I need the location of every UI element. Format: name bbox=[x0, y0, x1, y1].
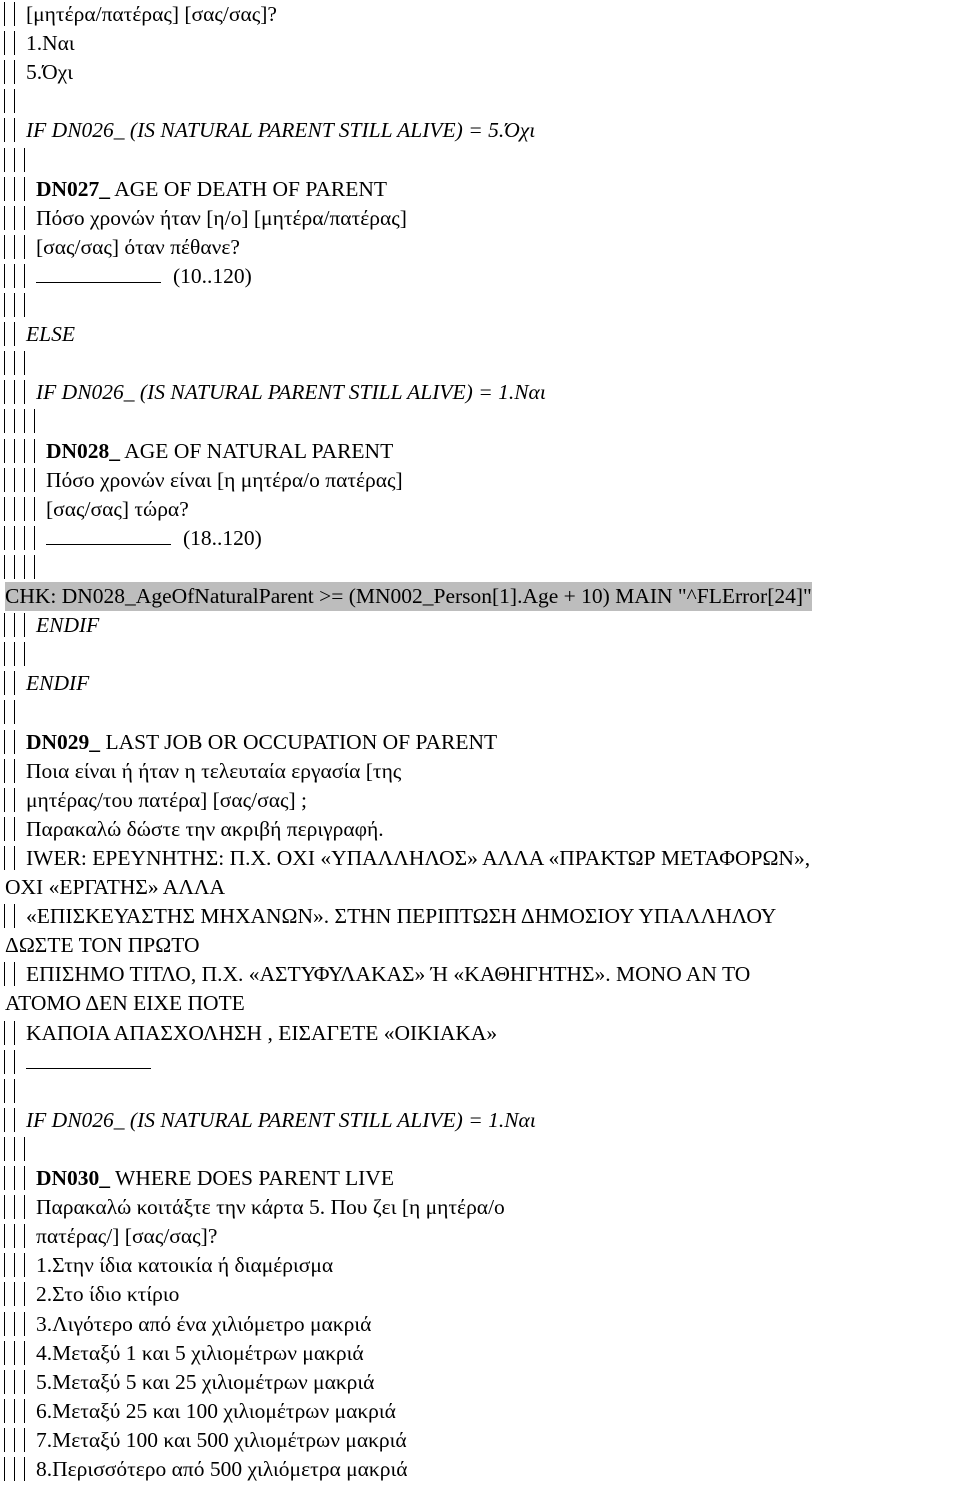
line-text bbox=[26, 29, 75, 58]
line-text bbox=[26, 669, 89, 698]
document-line bbox=[0, 87, 960, 116]
indent-bar bbox=[24, 1370, 25, 1394]
question-id: DN029_ bbox=[26, 729, 101, 754]
text-run: μητέρας/του πατέρα] [σας/σας] ; bbox=[26, 787, 308, 812]
line-text bbox=[26, 0, 277, 29]
document-line bbox=[0, 466, 960, 495]
document-line bbox=[0, 902, 960, 931]
text-run: πατέρας/] [σας/σας]? bbox=[36, 1224, 218, 1249]
document-line bbox=[0, 1397, 960, 1426]
line-text bbox=[36, 1280, 179, 1309]
indent-bar bbox=[14, 1195, 15, 1219]
indent-bar bbox=[24, 206, 25, 230]
indent-bar bbox=[24, 148, 25, 172]
document-line bbox=[0, 262, 960, 291]
indent-bar bbox=[4, 700, 5, 724]
indent-bar bbox=[14, 817, 15, 841]
indent-bar bbox=[14, 555, 15, 579]
indent-bar bbox=[14, 89, 15, 113]
indent-bar bbox=[14, 613, 15, 637]
text-run: 5.Μεταξύ 5 και 25 χιλιομέτρων μακριά bbox=[36, 1369, 375, 1394]
line-text bbox=[26, 815, 384, 844]
document-line bbox=[0, 1251, 960, 1280]
document-line bbox=[0, 1339, 960, 1368]
indent-bar bbox=[14, 1457, 15, 1481]
text-run: ΑΤΟΜΟ ΔΕΝ ΕΙΧΕ ΠΟΤΕ bbox=[5, 991, 245, 1016]
indent-bar bbox=[24, 177, 25, 201]
indent-bar bbox=[4, 31, 5, 55]
indent-bar bbox=[4, 526, 5, 550]
indent-bar bbox=[4, 439, 5, 463]
indent-bar bbox=[14, 497, 15, 521]
indent-bar bbox=[14, 1341, 15, 1365]
indent-bar bbox=[24, 1428, 25, 1452]
document-line bbox=[0, 1368, 960, 1397]
document-line bbox=[0, 1193, 960, 1222]
document-line bbox=[0, 728, 960, 757]
indent-bar bbox=[4, 235, 5, 259]
indent-bar bbox=[4, 1108, 5, 1132]
indent-bar bbox=[14, 1021, 15, 1045]
line-text bbox=[36, 611, 99, 640]
answer-blank-field[interactable] bbox=[46, 524, 171, 545]
document-line bbox=[0, 640, 960, 669]
indent-bar bbox=[4, 1166, 5, 1190]
line-text bbox=[36, 175, 387, 204]
line-text bbox=[36, 1455, 408, 1484]
document-line bbox=[0, 1310, 960, 1339]
text-run: [μητέρα/πατέρας] [σας/σας]? bbox=[26, 2, 277, 26]
line-text bbox=[36, 1397, 396, 1426]
routing-text: ENDIF bbox=[36, 613, 100, 638]
text-run: LAST JOB OR OCCUPATION OF PARENT bbox=[100, 729, 498, 754]
indent-bar bbox=[24, 380, 25, 404]
indent-bar bbox=[4, 1312, 5, 1336]
indent-bar bbox=[4, 1079, 5, 1103]
line-text bbox=[26, 1106, 536, 1135]
line-text bbox=[26, 1019, 497, 1048]
routing-text: IF DN026_ (IS NATURAL PARENT STILL ALIVE) = 1.Ναι bbox=[36, 380, 546, 405]
indent-bar bbox=[14, 293, 15, 317]
indent-bar bbox=[14, 1282, 15, 1306]
indent-bar bbox=[14, 118, 15, 142]
indent-bar bbox=[4, 671, 5, 695]
indent-bar bbox=[14, 60, 15, 84]
indent-bar bbox=[4, 206, 5, 230]
indent-bar bbox=[14, 671, 15, 695]
indent-bar bbox=[34, 409, 35, 433]
indent-bar bbox=[24, 1224, 25, 1248]
line-text bbox=[36, 378, 546, 407]
indent-bar bbox=[4, 351, 5, 375]
indent-bar bbox=[14, 1399, 15, 1423]
text-run: CHK: DN028_AgeOfNaturalParent >= (MN002_Person[1].Age + 10) MAIN "^FLError[24]" bbox=[5, 584, 812, 608]
line-text bbox=[46, 495, 189, 524]
text-run: (10..120) bbox=[173, 263, 252, 288]
indent-bar bbox=[14, 1224, 15, 1248]
indent-bar bbox=[14, 264, 15, 288]
indent-bar bbox=[14, 2, 15, 26]
indent-bar bbox=[24, 351, 25, 375]
indent-bar bbox=[4, 555, 5, 579]
indent-bar bbox=[4, 788, 5, 812]
indent-bar bbox=[4, 1050, 5, 1074]
indent-bar bbox=[24, 1282, 25, 1306]
document-line bbox=[0, 1280, 960, 1309]
document-line bbox=[0, 29, 960, 58]
text-run: Ποια είναι ή ήταν η τελευταία εργασία [της bbox=[26, 758, 402, 783]
indent-bar bbox=[4, 1137, 5, 1161]
line-text bbox=[36, 1193, 505, 1222]
indent-bar bbox=[4, 846, 5, 870]
indent-bar bbox=[24, 1253, 25, 1277]
indent-bar bbox=[24, 439, 25, 463]
document-line bbox=[0, 1106, 960, 1135]
indent-bar bbox=[4, 1253, 5, 1277]
indent-bar bbox=[24, 264, 25, 288]
indent-bar bbox=[34, 468, 35, 492]
indent-bar bbox=[24, 1399, 25, 1423]
line-text bbox=[36, 1222, 217, 1251]
indent-bar bbox=[14, 1166, 15, 1190]
document-line bbox=[0, 116, 960, 145]
text-run: Πόσο χρονών ήταν [η/ο] [μητέρα/πατέρας] bbox=[36, 205, 407, 230]
text-run: 3.Λιγότερο από ένα χιλιόμετρο μακριά bbox=[36, 1311, 372, 1336]
indent-bar bbox=[24, 1166, 25, 1190]
indent-bar bbox=[14, 642, 15, 666]
text-run: 6.Μεταξύ 25 και 100 χιλιομέτρων μακριά bbox=[36, 1398, 396, 1423]
indent-bar bbox=[14, 380, 15, 404]
indent-bar bbox=[14, 526, 15, 550]
indent-bar bbox=[14, 206, 15, 230]
document-line bbox=[0, 233, 960, 262]
indent-bar bbox=[4, 148, 5, 172]
indent-bar bbox=[4, 642, 5, 666]
document-line bbox=[0, 786, 960, 815]
line-text bbox=[36, 1164, 394, 1193]
indent-bar bbox=[14, 468, 15, 492]
text-run: [σας/σας] τώρα? bbox=[46, 496, 189, 521]
indent-bar bbox=[14, 1137, 15, 1161]
text-run: 4.Μεταξύ 1 και 5 χιλιομέτρων μακριά bbox=[36, 1340, 364, 1365]
line-text bbox=[26, 844, 810, 873]
indent-bar bbox=[4, 409, 5, 433]
document-line bbox=[0, 1019, 960, 1048]
indent-bar bbox=[14, 31, 15, 55]
line-text bbox=[26, 1048, 163, 1077]
text-run: ΟΧΙ «ΕΡΓΑΤΗΣ» ΑΛΛΑ bbox=[5, 875, 226, 899]
indent-bar bbox=[14, 1370, 15, 1394]
indent-bar bbox=[14, 759, 15, 783]
text-run: 7.Μεταξύ 100 και 500 χιλιομέτρων μακριά bbox=[36, 1427, 407, 1452]
indent-bar bbox=[4, 118, 5, 142]
line-text bbox=[5, 873, 225, 902]
indent-bar bbox=[14, 235, 15, 259]
routing-text: IF DN026_ (IS NATURAL PARENT STILL ALIVE) = 5.Όχι bbox=[26, 118, 536, 143]
line-text bbox=[26, 728, 497, 757]
indent-bar bbox=[14, 700, 15, 724]
indent-bar bbox=[4, 322, 5, 346]
line-text bbox=[36, 204, 407, 233]
indent-bar bbox=[34, 526, 35, 550]
indent-bar bbox=[4, 293, 5, 317]
indent-bar bbox=[24, 497, 25, 521]
indent-bar bbox=[4, 1195, 5, 1219]
line-text bbox=[36, 1368, 374, 1397]
indent-bar bbox=[4, 89, 5, 113]
text-run: 8.Περισσότερο από 500 χιλιόμετρα μακριά bbox=[36, 1457, 408, 1481]
indent-bar bbox=[24, 468, 25, 492]
line-text bbox=[46, 524, 262, 553]
text-run: 5.Όχι bbox=[26, 60, 73, 85]
text-run: (18..120) bbox=[183, 525, 262, 550]
indent-bar bbox=[4, 1370, 5, 1394]
text-run: Παρακαλώ δώστε την ακριβή περιγραφή. bbox=[26, 816, 384, 841]
indent-bar bbox=[14, 322, 15, 346]
line-text bbox=[26, 320, 75, 349]
text-run: 2.Στο ίδιο κτίριο bbox=[36, 1282, 180, 1307]
routing-text: ENDIF bbox=[26, 671, 90, 696]
line-text bbox=[46, 437, 393, 466]
document-line bbox=[0, 873, 960, 902]
indent-bar bbox=[14, 730, 15, 754]
text-run: Πόσο χρονών είναι [η μητέρα/ο πατέρας] bbox=[46, 467, 403, 492]
document-line bbox=[0, 378, 960, 407]
indent-bar bbox=[4, 1399, 5, 1423]
indent-bar bbox=[4, 730, 5, 754]
document-line bbox=[0, 698, 960, 727]
indent-bar bbox=[24, 235, 25, 259]
indent-bar bbox=[24, 613, 25, 637]
indent-bar bbox=[4, 962, 5, 986]
document-line bbox=[0, 989, 960, 1018]
indent-bar bbox=[4, 60, 5, 84]
text-run: ΚΑΠΟΙΑ ΑΠΑΣΧΟΛΗΣΗ , ΕΙΣΑΓΕΤΕ «ΟΙΚΙΑΚΑ» bbox=[26, 1020, 498, 1045]
document-line bbox=[0, 175, 960, 204]
indent-bar bbox=[4, 1428, 5, 1452]
indent-bar bbox=[4, 817, 5, 841]
text-run: 1.Ναι bbox=[26, 31, 75, 56]
indent-bar bbox=[14, 1079, 15, 1103]
line-text bbox=[26, 960, 750, 989]
indent-bar bbox=[14, 1253, 15, 1277]
document-line bbox=[0, 815, 960, 844]
indent-bar bbox=[24, 293, 25, 317]
document-line bbox=[0, 495, 960, 524]
question-id: DN030_ bbox=[36, 1166, 111, 1190]
text-run: AGE OF NATURAL PARENT bbox=[120, 438, 394, 463]
indent-bar bbox=[4, 1021, 5, 1045]
document-line bbox=[0, 844, 960, 873]
document-line bbox=[0, 146, 960, 175]
answer-blank-field[interactable] bbox=[26, 1048, 151, 1069]
indent-bar bbox=[24, 409, 25, 433]
line-text bbox=[5, 989, 245, 1018]
line-text bbox=[36, 233, 240, 262]
text-run: ΕΠΙΣΗΜΟ ΤΙΤΛΟ, Π.Χ. «ΑΣΤΥΦΥΛΑΚΑΣ» Ή «ΚΑΘΗΓΗΤΗΣ». ΜΟΝΟ ΑΝ ΤΟ bbox=[26, 962, 751, 987]
indent-bar bbox=[14, 846, 15, 870]
indent-bar bbox=[24, 526, 25, 550]
document-line bbox=[0, 204, 960, 233]
document-line bbox=[0, 1077, 960, 1106]
line-text bbox=[36, 1339, 364, 1368]
text-run: Παρακαλώ κοιτάξτε την κάρτα 5. Που ζει [η μητέρα/ο bbox=[36, 1195, 505, 1220]
document-line bbox=[0, 0, 960, 29]
indent-bar bbox=[4, 468, 5, 492]
check-rule-text bbox=[5, 582, 812, 611]
document-line bbox=[0, 1048, 960, 1077]
indent-bar bbox=[4, 497, 5, 521]
indent-bar bbox=[34, 497, 35, 521]
answer-blank-field[interactable] bbox=[36, 262, 161, 283]
line-text bbox=[36, 1426, 407, 1455]
indent-bar bbox=[4, 264, 5, 288]
text-run: IWER: ΕΡΕΥΝΗΤΗΣ: Π.Χ. ΟΧΙ «ΥΠΑΛΛΗΛΟΣ» ΑΛΛΑ «ΠΡΑΚΤΩΡ ΜΕΤΑΦΟΡΩΝ», bbox=[26, 845, 811, 870]
question-id: DN027_ bbox=[36, 176, 111, 201]
document-line bbox=[0, 1164, 960, 1193]
indent-bar bbox=[34, 439, 35, 463]
text-run: «ΕΠΙΣΚΕΥΑΣΤΗΣ ΜΗΧΑΝΩΝ». ΣΤΗΝ ΠΕΡΙΠΤΩΣΗ ΔΗΜΟΣΙΟΥ ΥΠΑΛΛΗΛΟΥ bbox=[26, 904, 777, 929]
line-text bbox=[26, 757, 401, 786]
indent-bar bbox=[4, 380, 5, 404]
indent-bar bbox=[4, 2, 5, 26]
question-id: DN028_ bbox=[46, 438, 121, 463]
indent-bar bbox=[4, 759, 5, 783]
document-line bbox=[0, 553, 960, 582]
indent-bar bbox=[4, 1224, 5, 1248]
line-text bbox=[26, 902, 776, 931]
document-line bbox=[0, 349, 960, 378]
document-line bbox=[0, 611, 960, 640]
indent-bar bbox=[14, 439, 15, 463]
indent-bar bbox=[14, 148, 15, 172]
document-line bbox=[0, 58, 960, 87]
indent-bar bbox=[4, 1282, 5, 1306]
line-text bbox=[36, 262, 252, 291]
indent-bar bbox=[4, 613, 5, 637]
line-text bbox=[36, 1310, 371, 1339]
document-line bbox=[0, 291, 960, 320]
indent-bar bbox=[14, 409, 15, 433]
document-line bbox=[0, 669, 960, 698]
document-line bbox=[0, 582, 960, 611]
routing-text: ELSE bbox=[26, 322, 75, 347]
text-run: WHERE DOES PARENT LIVE bbox=[110, 1166, 394, 1190]
document-line bbox=[0, 931, 960, 960]
indent-bar bbox=[24, 642, 25, 666]
routing-text: IF DN026_ (IS NATURAL PARENT STILL ALIVE) = 1.Ναι bbox=[26, 1107, 536, 1132]
indent-bar bbox=[4, 177, 5, 201]
indent-bar bbox=[14, 788, 15, 812]
document-line bbox=[0, 1455, 960, 1484]
document-line bbox=[0, 1426, 960, 1455]
document-line bbox=[0, 960, 960, 989]
line-text bbox=[5, 931, 199, 960]
indent-bar bbox=[14, 904, 15, 928]
line-text bbox=[36, 1251, 333, 1280]
document-line bbox=[0, 1135, 960, 1164]
indent-bar bbox=[24, 1457, 25, 1481]
document-line bbox=[0, 407, 960, 436]
indent-bar bbox=[24, 1341, 25, 1365]
line-text bbox=[26, 116, 535, 145]
document-line bbox=[0, 320, 960, 349]
indent-bar bbox=[14, 1050, 15, 1074]
indent-bar bbox=[34, 555, 35, 579]
indent-bar bbox=[14, 1312, 15, 1336]
indent-bar bbox=[24, 1312, 25, 1336]
document-line bbox=[0, 757, 960, 786]
text-run: AGE OF DEATH OF PARENT bbox=[110, 176, 388, 201]
text-run: ΔΩΣΤΕ ΤΟΝ ΠΡΩΤΟ bbox=[5, 933, 200, 958]
line-text bbox=[26, 58, 73, 87]
indent-bar bbox=[14, 1108, 15, 1132]
indent-bar bbox=[24, 1137, 25, 1161]
indent-bar bbox=[14, 962, 15, 986]
document-line bbox=[0, 1222, 960, 1251]
document-line bbox=[0, 437, 960, 466]
indent-bar bbox=[4, 1341, 5, 1365]
text-run: 1.Στην ίδια κατοικία ή διαμέρισμα bbox=[36, 1253, 334, 1278]
indent-bar bbox=[14, 177, 15, 201]
indent-bar bbox=[4, 904, 5, 928]
indent-bar bbox=[24, 1195, 25, 1219]
text-run: [σας/σας] όταν πέθανε? bbox=[36, 234, 240, 259]
indent-bar bbox=[14, 351, 15, 375]
line-text bbox=[46, 466, 403, 495]
indent-bar bbox=[24, 555, 25, 579]
document-line bbox=[0, 524, 960, 553]
line-text bbox=[26, 786, 307, 815]
indent-bar bbox=[4, 1457, 5, 1481]
indent-bar bbox=[14, 1428, 15, 1452]
